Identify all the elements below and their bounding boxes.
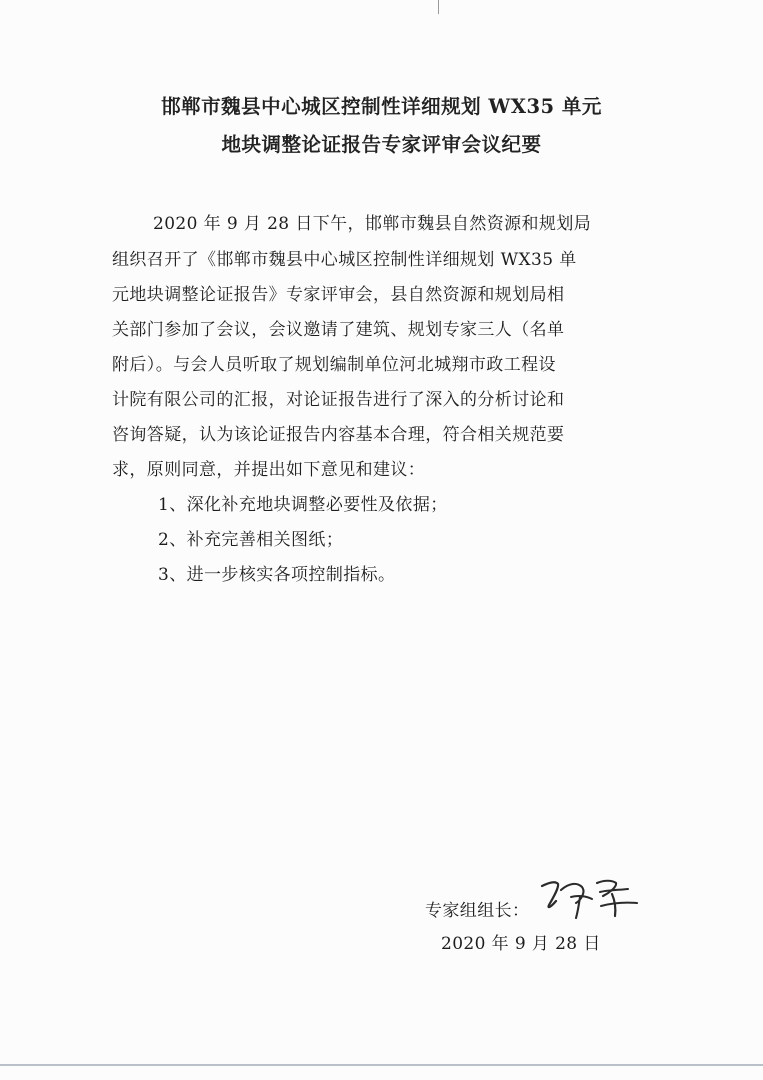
scan-mark xyxy=(438,0,439,14)
document-title-line-1: 邯郸市魏县中心城区控制性详细规划 WX35 单元 xyxy=(161,95,602,118)
paragraph-line-7: 咨询答疑，认为该论证报告内容基本合理，符合相关规范要 xyxy=(112,425,565,445)
scan-edge-line xyxy=(0,1064,763,1066)
handwritten-signature xyxy=(534,872,642,924)
paragraph-line-6: 计院有限公司的汇报，对论证报告进行了深入的分析讨论和 xyxy=(112,390,565,410)
paragraph-line-5: 附后）。与会人员听取了规划编制单位河北城翔市政工程设 xyxy=(112,355,556,375)
paragraph-line-1: 2020 年 9 月 28 日下午，邯郸市魏县自然资源和规划局 xyxy=(153,214,592,234)
document-title-line-2: 地块调整论证报告专家评审会议纪要 xyxy=(221,133,542,156)
signature-label: 专家组组长： xyxy=(425,901,530,921)
list-item: 2、补充完善相关图纸； xyxy=(158,530,344,550)
list-item: 3、进一步核实各项控制指标。 xyxy=(158,565,396,585)
paragraph-line-8: 求，原则同意，并提出如下意见和建议： xyxy=(112,460,426,480)
paragraph-line-4: 关部门参加了会议，会议邀请了建筑、规划专家三人（名单 xyxy=(112,320,565,340)
document-date: 2020 年 9 月 28 日 xyxy=(441,934,601,954)
paragraph-line-3: 元地块调整论证报告》专家评审会，县自然资源和规划局相 xyxy=(112,285,565,305)
list-item: 1、深化补充地块调整必要性及依据； xyxy=(158,495,448,515)
paragraph-line-2: 组织召开了《邯郸市魏县中心城区控制性详细规划 WX35 单 xyxy=(112,250,577,270)
